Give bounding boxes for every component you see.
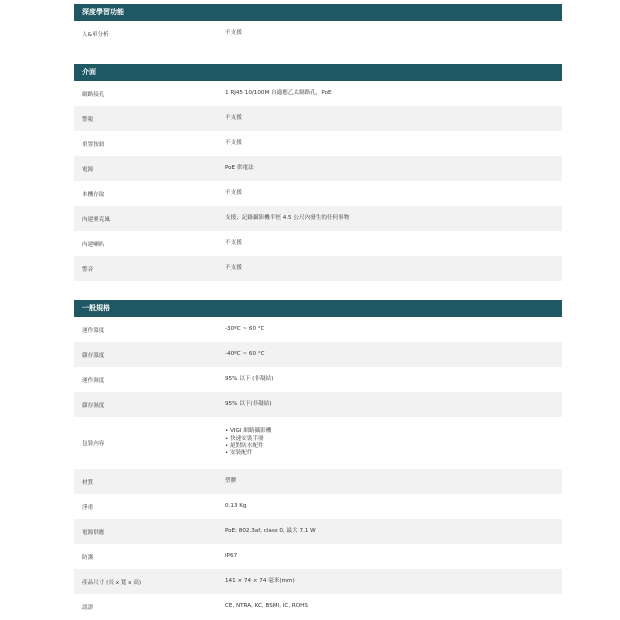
spec-value: 不支援 (225, 29, 242, 36)
spec-row (74, 342, 562, 367)
spec-row (74, 106, 562, 131)
spec-row (74, 519, 562, 544)
spec-label: 本機存取 (82, 191, 105, 198)
spec-value (225, 428, 562, 458)
spec-value: PoE 供電法 (225, 164, 254, 171)
spec-label: 內建麥克風 (82, 216, 110, 223)
spec-label: 電源供應 (82, 529, 105, 536)
list-item: • 絕對防水配件 (225, 443, 562, 450)
spec-label: 儲存溫度 (82, 352, 105, 359)
spec-row (74, 81, 562, 106)
section-deep-learning (74, 4, 562, 46)
spec-row (74, 156, 562, 181)
spec-value: 不支援 (225, 264, 242, 271)
spec-value: -40ºC ~ 60 °C (225, 350, 265, 357)
spec-row (74, 256, 562, 281)
spec-label: 運作溫度 (82, 327, 105, 334)
spec-row (74, 392, 562, 417)
spec-label: 防護 (82, 554, 94, 561)
spec-value: 不支援 (225, 139, 242, 146)
spec-row (74, 131, 562, 156)
spec-row (74, 231, 562, 256)
spec-value: 塑膠 (225, 477, 237, 484)
spec-label: 人&車分析 (82, 31, 109, 38)
spec-label: 儲存濕度 (82, 402, 105, 409)
spec-row (74, 594, 562, 619)
spec-value: 1 RJ45 10/100M 自適應乙太網路孔，PoE (225, 89, 332, 96)
spec-value: 95% 以下(非凝結) (225, 400, 272, 407)
spec-value: 141 × 74 × 74 毫米(mm) (225, 577, 295, 584)
spec-row (74, 367, 562, 392)
spec-value: 95% 以下 (非凝結) (225, 375, 274, 382)
spec-label: 材質 (82, 479, 94, 486)
spec-row (74, 494, 562, 519)
spec-row (74, 469, 562, 494)
list-item: • 快速安裝手冊 (225, 436, 562, 443)
spec-label: 警音 (82, 266, 94, 273)
spec-row (74, 181, 562, 206)
spec-row (74, 317, 562, 342)
spec-value: 不支援 (225, 114, 242, 121)
spec-value: PoE: 802.3af, class 0, 最大 7.1 W (225, 527, 316, 534)
spec-label: 電源 (82, 166, 94, 173)
spec-label: 淨重 (82, 504, 94, 511)
section-interface (74, 64, 562, 281)
spec-value: -30ºC ~ 60 °C (225, 325, 265, 332)
section-general-specs (74, 300, 562, 619)
spec-label: 警報 (82, 116, 94, 123)
spec-label: 內建喇叭 (82, 241, 105, 248)
list-item: • VIGI 網路攝影機 (225, 428, 562, 435)
spec-row (74, 206, 562, 231)
section-header: 一般規格 (74, 300, 562, 317)
spec-label: 重置按鈕 (82, 141, 105, 148)
list-item: • 安裝配件 (225, 450, 562, 457)
spec-label: 網路接孔 (82, 91, 105, 98)
spec-row (74, 417, 562, 469)
section-header: 介面 (74, 64, 562, 81)
spec-value: CE, NTRA, KC, BSMI, IC, ROHS (225, 602, 308, 609)
spec-row (74, 21, 562, 46)
spec-label: 產品尺寸 (長 x 寬 x 高) (82, 579, 142, 586)
spec-value: 支援；記錄攝影機半徑 4.5 公尺內發生的任何事物 (225, 214, 350, 221)
spec-value: IP67 (225, 552, 238, 559)
spec-label: 運作濕度 (82, 377, 105, 384)
section-header: 深度學習功能 (74, 4, 562, 21)
package-contents-list (225, 428, 562, 458)
spec-label: 認證 (82, 604, 94, 611)
spec-value: 不支援 (225, 239, 242, 246)
spec-row (74, 569, 562, 594)
spec-label: 包裝內容 (82, 441, 105, 447)
spec-value: 不支援 (225, 189, 242, 196)
spec-value: 0.13 Kg (225, 502, 247, 509)
spec-row (74, 544, 562, 569)
